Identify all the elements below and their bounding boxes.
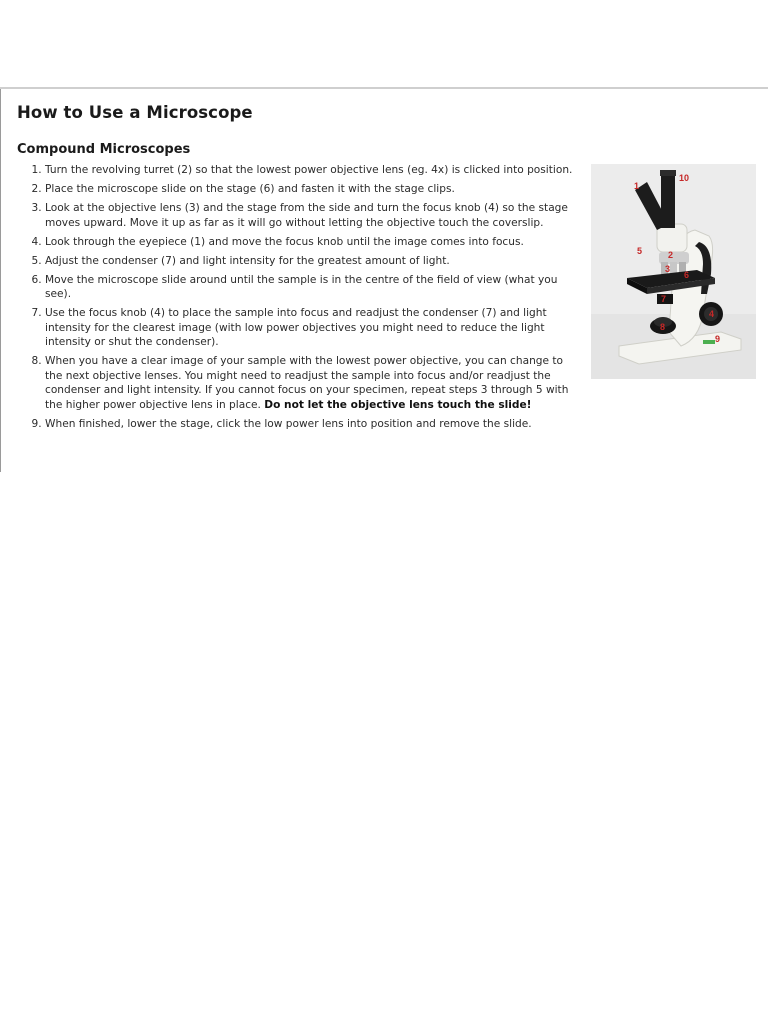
label-7: 7 xyxy=(661,294,667,304)
step-text: Use the focus knob (4) to place the sample into focus and readjust the condenser (7) and light intensity for the clearest image (with low power objectives you might need to reduce the light intensity or shut the condenser). xyxy=(45,307,547,348)
step-text: Place the microscope slide on the stage (6) and fasten it with the stage clips. xyxy=(45,183,455,195)
step-text: Look at the objective lens (3) and the stage from the side and turn the focus knob (4) so the stage moves upward. Move it up as far as it will go without letting the objective touch the coverslip. xyxy=(45,202,568,229)
label-10: 10 xyxy=(679,173,690,183)
left-border xyxy=(0,89,1,472)
label-5: 5 xyxy=(637,246,643,256)
step-text: Move the microscope slide around until the sample is in the centre of the field of view (what you see). xyxy=(45,273,558,300)
step-text: When you have a clear image of your sample with the lowest power objective, you can change to the next objective lenses. You might need to readjust the sample into focus and/or readjust the condenser and light intensity. If you cannot focus on your specimen, repeat steps 3 through 5 with the higher power objective lens in place. xyxy=(45,355,569,411)
label-3: 3 xyxy=(665,264,671,274)
label-4: 4 xyxy=(709,309,715,319)
label-9: 9 xyxy=(715,334,721,344)
step-text: Look through the eyepiece (1) and move the focus knob until the image comes into focus. xyxy=(45,235,524,248)
step-text: When finished, lower the stage, click the low power lens into position and remove the slide. xyxy=(45,417,532,430)
list-item xyxy=(45,306,577,350)
eyepiece-cap xyxy=(660,170,676,176)
top-divider xyxy=(0,87,768,89)
step-text: Turn the revolving turret (2) so that the lowest power objective lens (eg. 4x) is clicked into position. xyxy=(45,164,573,176)
step-text: Adjust the condenser (7) and light intensity for the greatest amount of light. xyxy=(45,254,450,267)
section-title: Compound Microscopes xyxy=(17,142,191,157)
label-8: 8 xyxy=(660,322,666,332)
microscope-image xyxy=(591,164,756,379)
label-6: 6 xyxy=(684,270,690,280)
head-shape xyxy=(657,224,687,252)
label-2: 2 xyxy=(668,250,674,260)
list-item xyxy=(45,417,577,432)
brand-logo-mark xyxy=(703,340,715,344)
list-item xyxy=(45,201,577,230)
instruction-list xyxy=(17,163,577,431)
warning-text: Do not let the objective lens touch the slide! xyxy=(264,398,532,411)
list-item xyxy=(45,182,577,197)
list-item xyxy=(45,354,577,412)
list-item xyxy=(45,235,577,250)
article xyxy=(17,103,577,436)
list-item xyxy=(45,163,577,178)
label-1: 1 xyxy=(634,181,640,191)
page-title: How to Use a Microscope xyxy=(17,103,253,122)
list-item xyxy=(45,273,577,302)
list-item xyxy=(45,254,577,269)
